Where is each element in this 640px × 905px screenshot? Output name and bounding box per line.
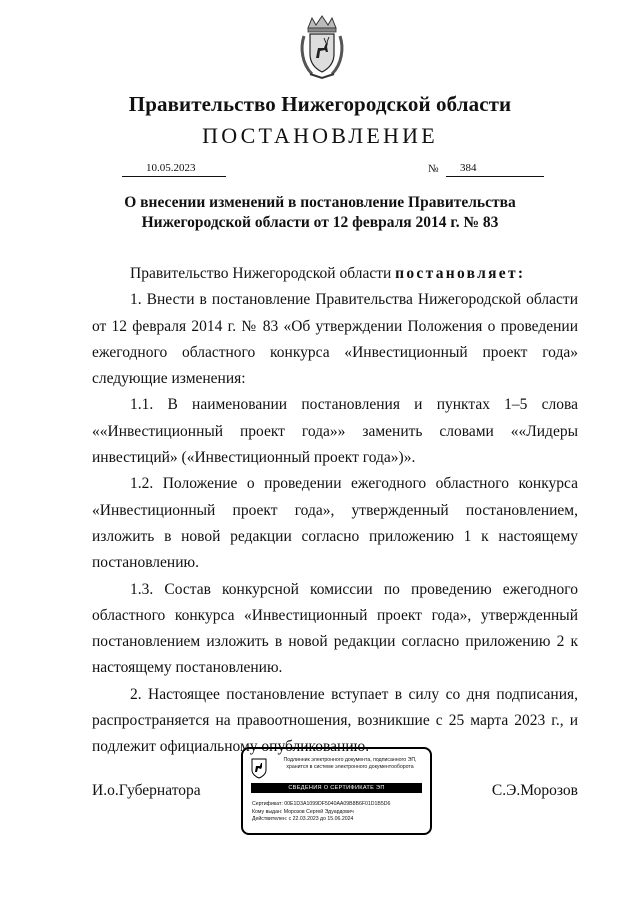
organization-title: Правительство Нижегородской области <box>128 92 512 116</box>
paragraph-1-1: 1.1. В наименовании постановления и пунктах 1–5 слова ««Инвестиционный проект года»» заменить словами ««Лидеры инвестиций» («Инвестиционный проект года»)». <box>92 396 578 467</box>
subject-line-1: О внесении изменений в постановление Правительства <box>124 194 516 211</box>
coat-of-arms-deer-icon <box>298 14 346 80</box>
document-type: ПОСТАНОВЛЕНИЕ <box>202 123 438 148</box>
subject-line-2: Нижегородской области от 12 февраля 2014 г. № 83 <box>141 214 499 231</box>
number-sign: № <box>428 163 439 175</box>
paragraph-1-2: 1.2. Положение о проведении ежегодного областного конкурса «Инвестиционный проект года», утвержденный постановлением, изложить в новой редакции согласно приложению 1 к настоящему постановлению. <box>92 475 578 572</box>
intro-decree-word: постановляет: <box>395 265 526 282</box>
paragraph-1: 1. Внести в постановление Правительства Нижегородской области от 12 февраля 2014 г. № 83 «Об утверждении Положения о проведении ежегодного областного конкурса «Инвестиционный проект года» следующие изменения: <box>92 291 578 388</box>
stamp-certificate-heading: СВЕДЕНИЯ О СЕРТИФИКАТЕ ЭП <box>251 783 422 793</box>
stamp-issued-to: Кому выдан: Морозов Сергей Эдуардович <box>252 808 354 815</box>
stamp-certificate-id: Сертификат: 00E1D3A1099DF5040AA09B8B6F01D1B5D6 <box>252 801 391 807</box>
stamp-validity: Действителен: с 22.03.2023 до 15.06.2024 <box>252 816 354 822</box>
coat-of-arms-deer-icon <box>251 757 267 779</box>
intro-text: Правительство Нижегородской области <box>130 265 396 282</box>
signatory-name: С.Э.Морозов <box>491 782 578 799</box>
intro-paragraph <box>92 261 578 287</box>
paragraph-2: 2. Настоящее постановление вступает в силу со дня подписания, распространяется на правоотношения, возникшие с 25 марта 2023 г., и подлежит официальному опубликованию. <box>92 685 578 756</box>
document-date: 10.05.2023 <box>122 161 226 177</box>
stamp-header-text: Подлинник электронного документа, подписанного ЭП, хранится в системе электронного документооборота <box>283 757 417 770</box>
paragraph-1-3: 1.3. Состав конкурсной комиссии по проведению ежегодного областного конкурса «Инвестиционный проект года», утвержденный постановлением изложить в новой редакции согласно приложению 2 к настоящему постановлению. <box>92 580 578 677</box>
document-subject <box>0 193 640 233</box>
stamp-certificate-details <box>252 801 390 824</box>
document-body <box>92 261 578 761</box>
document-number: 384 <box>446 161 544 177</box>
signatory-position: И.о.Губернатора <box>92 782 201 799</box>
electronic-signature-stamp <box>241 747 432 835</box>
